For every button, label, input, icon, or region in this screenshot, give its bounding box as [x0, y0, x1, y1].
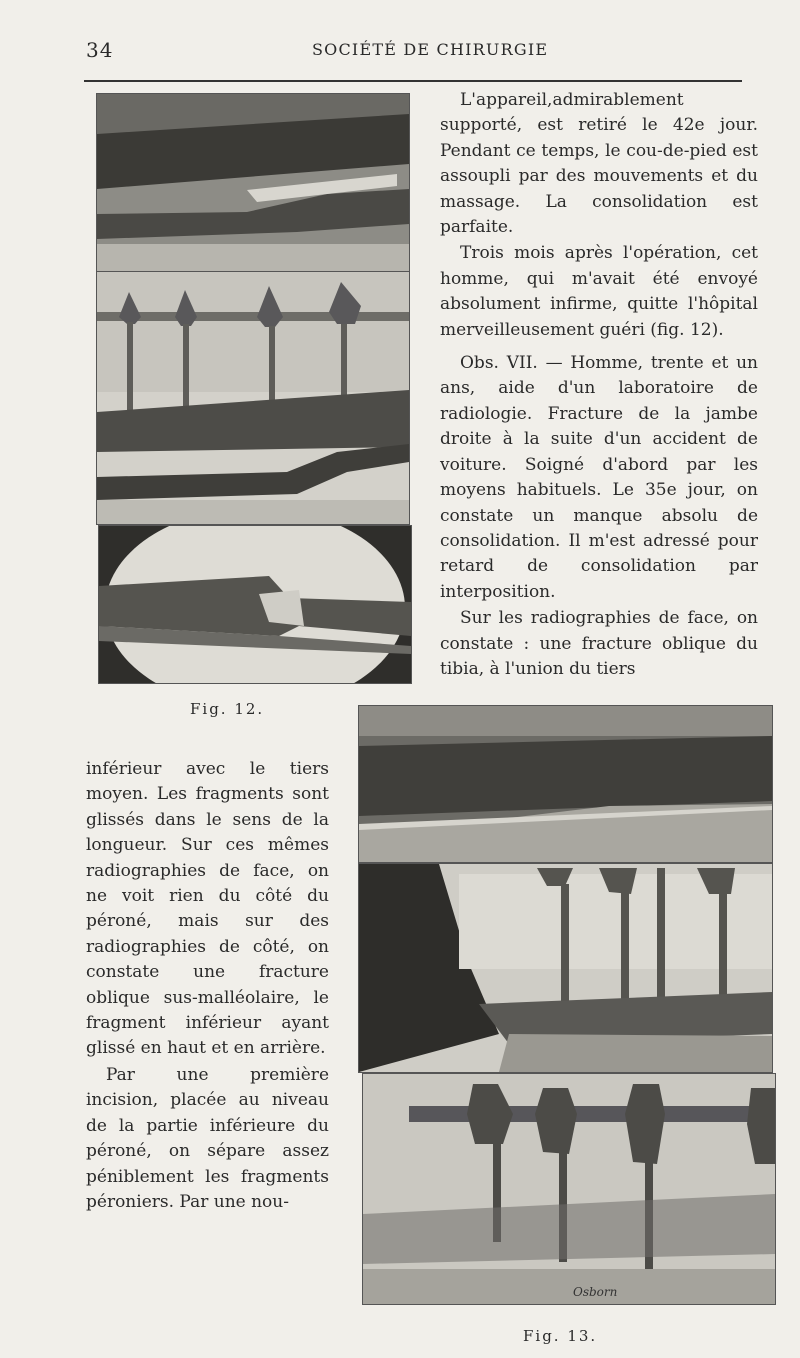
- left-column: [86, 757, 329, 1215]
- paragraph: Trois mois après l'opération, cet homme, qui m'avait été envoyé absolument infirme, quitte l'hôpital merveilleusement guéri (fig. 12).: [440, 243, 758, 340]
- fig12-xray-middle: [96, 271, 410, 525]
- header-rule: [84, 80, 742, 82]
- radiographer-signature: Osborn: [573, 1285, 618, 1299]
- paragraph: inférieur avec le tiers moyen. Les fragments sont glissés dans le sens de la longueur. Sur ces mêmes radiographies de face, on ne voit rien du côté du péroné, mais sur des radiographies de côté, on constate une fracture oblique sus-malléolaire, le fragment inférieur ayant glissé en haut et en arrière.: [86, 759, 329, 1059]
- fig12-xray-top: [96, 93, 410, 273]
- paragraph: Sur les radiographies de face, on constate : une fracture oblique du tibia, à l'union du tiers: [440, 608, 758, 679]
- fig13-xray-bottom: [362, 1073, 776, 1305]
- fig13-xray-middle: [358, 863, 773, 1073]
- paragraph: Par une première incision, placée au niveau de la partie inférieure du péroné, on sépare assez péniblement les fragments péroniers. Par une nou-: [86, 1064, 329, 1212]
- fig12-caption: Fig. 12.: [190, 700, 265, 718]
- fig12-xray-bottom: [98, 525, 412, 684]
- running-head: SOCIÉTÉ DE CHIRURGIE: [312, 40, 549, 59]
- fig13-caption: Fig. 13.: [523, 1327, 598, 1345]
- paragraph: L'appareil,admirablement supporté, est retiré le 42e jour. Pendant ce temps, le cou-de-pied est assoupli par des mouvements et du massage. La consolidation est parfaite.: [440, 90, 758, 238]
- fig13-xray-top: [358, 705, 773, 863]
- page-number: 34: [86, 38, 114, 62]
- right-column: [440, 88, 758, 682]
- paragraph: Obs. VII. — Homme, trente et un ans, aide d'un laboratoire de radiologie. Fracture de la jambe droite à la suite d'un accident de voiture. Soigné d'abord par les moyens habituels. Le 35e jour, on constate un manque absolu de consolidation. Il m'est adressé pour retard de consolidation par interposition.: [440, 353, 758, 602]
